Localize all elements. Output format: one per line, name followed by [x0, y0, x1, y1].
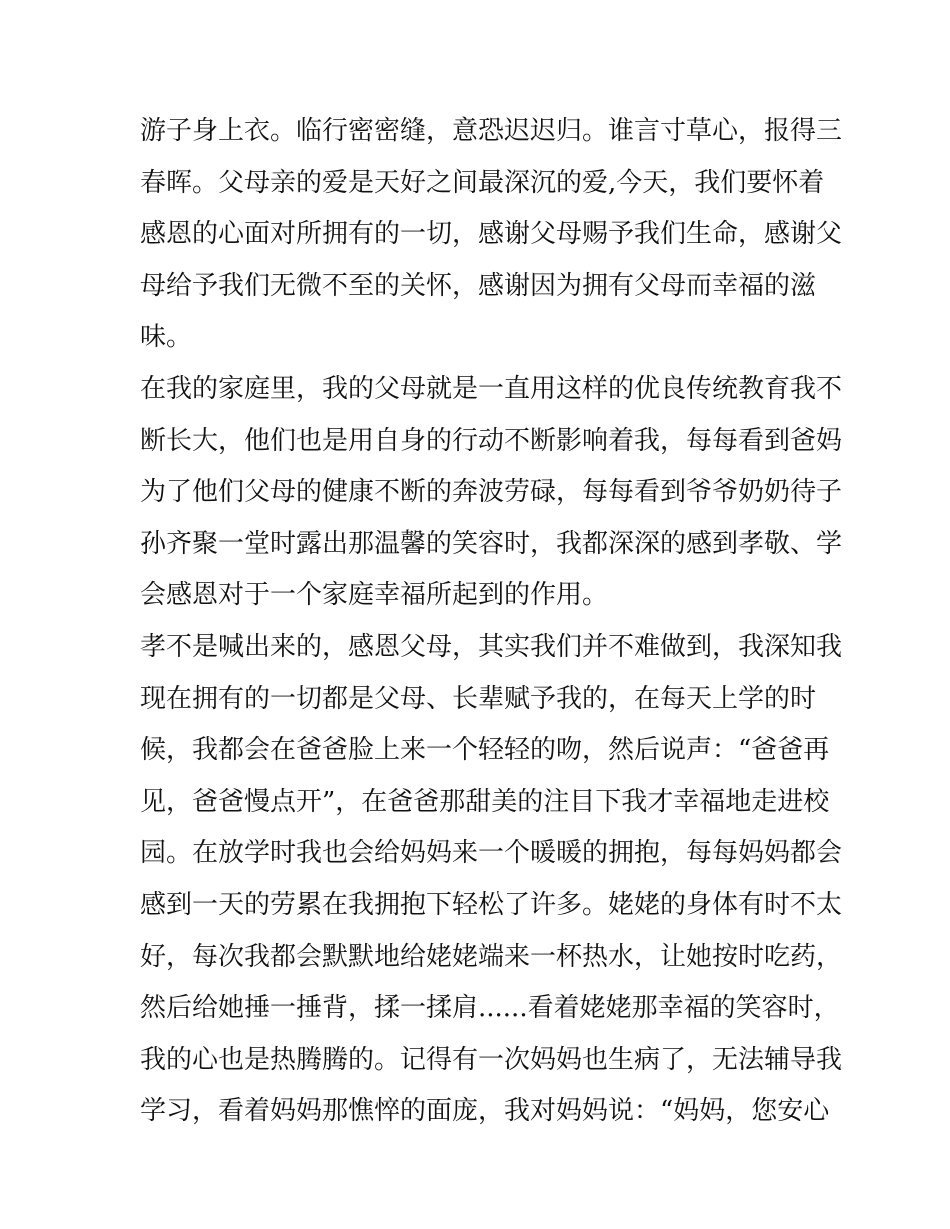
text-line: 好，每次我都会默默地给姥姥端来一杯热水，让她按时吃药， — [140, 941, 843, 972]
text-line: 为了他们父母的健康不断的奔波劳碌，每每看到爷爷奶奶待子 — [140, 477, 843, 508]
document-body — [140, 106, 843, 1138]
text-line: 我的心也是热腾腾的。记得有一次妈妈也生病了，无法辅导我 — [140, 1044, 843, 1075]
text-line: 母给予我们无微不至的关怀，感谢因为拥有父母而幸福的滋 — [140, 270, 817, 301]
text-line: 然后给她捶一捶背，揉一揉肩......看着姥姥那幸福的笑容时， — [140, 993, 840, 1024]
text-line: 断长大，他们也是用自身的行动不断影响着我，每每看到爸妈 — [140, 425, 843, 456]
text-line: 园。在放学时我也会给妈妈来一个暖暖的拥抱，每每妈妈都会 — [140, 838, 843, 869]
text-line: 候，我都会在爸爸脸上来一个轻轻的吻，然后说声：“爸爸再 — [140, 735, 830, 766]
text-line: 会感恩对于一个家庭幸福所起到的作用。 — [140, 580, 609, 611]
text-line: 学习，看着妈妈那憔悴的面庞，我对妈妈说：“妈妈，您安心 — [140, 1096, 830, 1127]
text-line: 见，爸爸慢点开”，在爸爸那甜美的注目下我才幸福地走进校 — [140, 786, 830, 817]
text-line: 游子身上衣。临行密密缝，意恐迟迟归。谁言寸草心，报得三 — [140, 116, 843, 146]
text-line: 孙齐聚一堂时露出那温馨的笑容时，我都深深的感到孝敬、学 — [140, 528, 843, 559]
text-line: 感恩的心面对所拥有的一切，感谢父母赐予我们生命，感谢父 — [140, 219, 843, 250]
text-line: 春晖。父母亲的爱是天好之间最深沉的爱,今天，我们要怀着 — [140, 167, 825, 198]
text-line: 现在拥有的一切都是父母、长辈赋予我的，在每天上学的时 — [140, 683, 817, 714]
text-line: 感到一天的劳累在我拥抱下轻松了许多。姥姥的身体有时不太 — [140, 889, 843, 920]
text-line: 味。 — [140, 322, 193, 353]
text-line: 在我的家庭里，我的父母就是一直用这样的优良传统教育我不 — [140, 373, 843, 404]
text-line: 孝不是喊出来的，感恩父母，其实我们并不难做到，我深知我 — [140, 631, 843, 662]
